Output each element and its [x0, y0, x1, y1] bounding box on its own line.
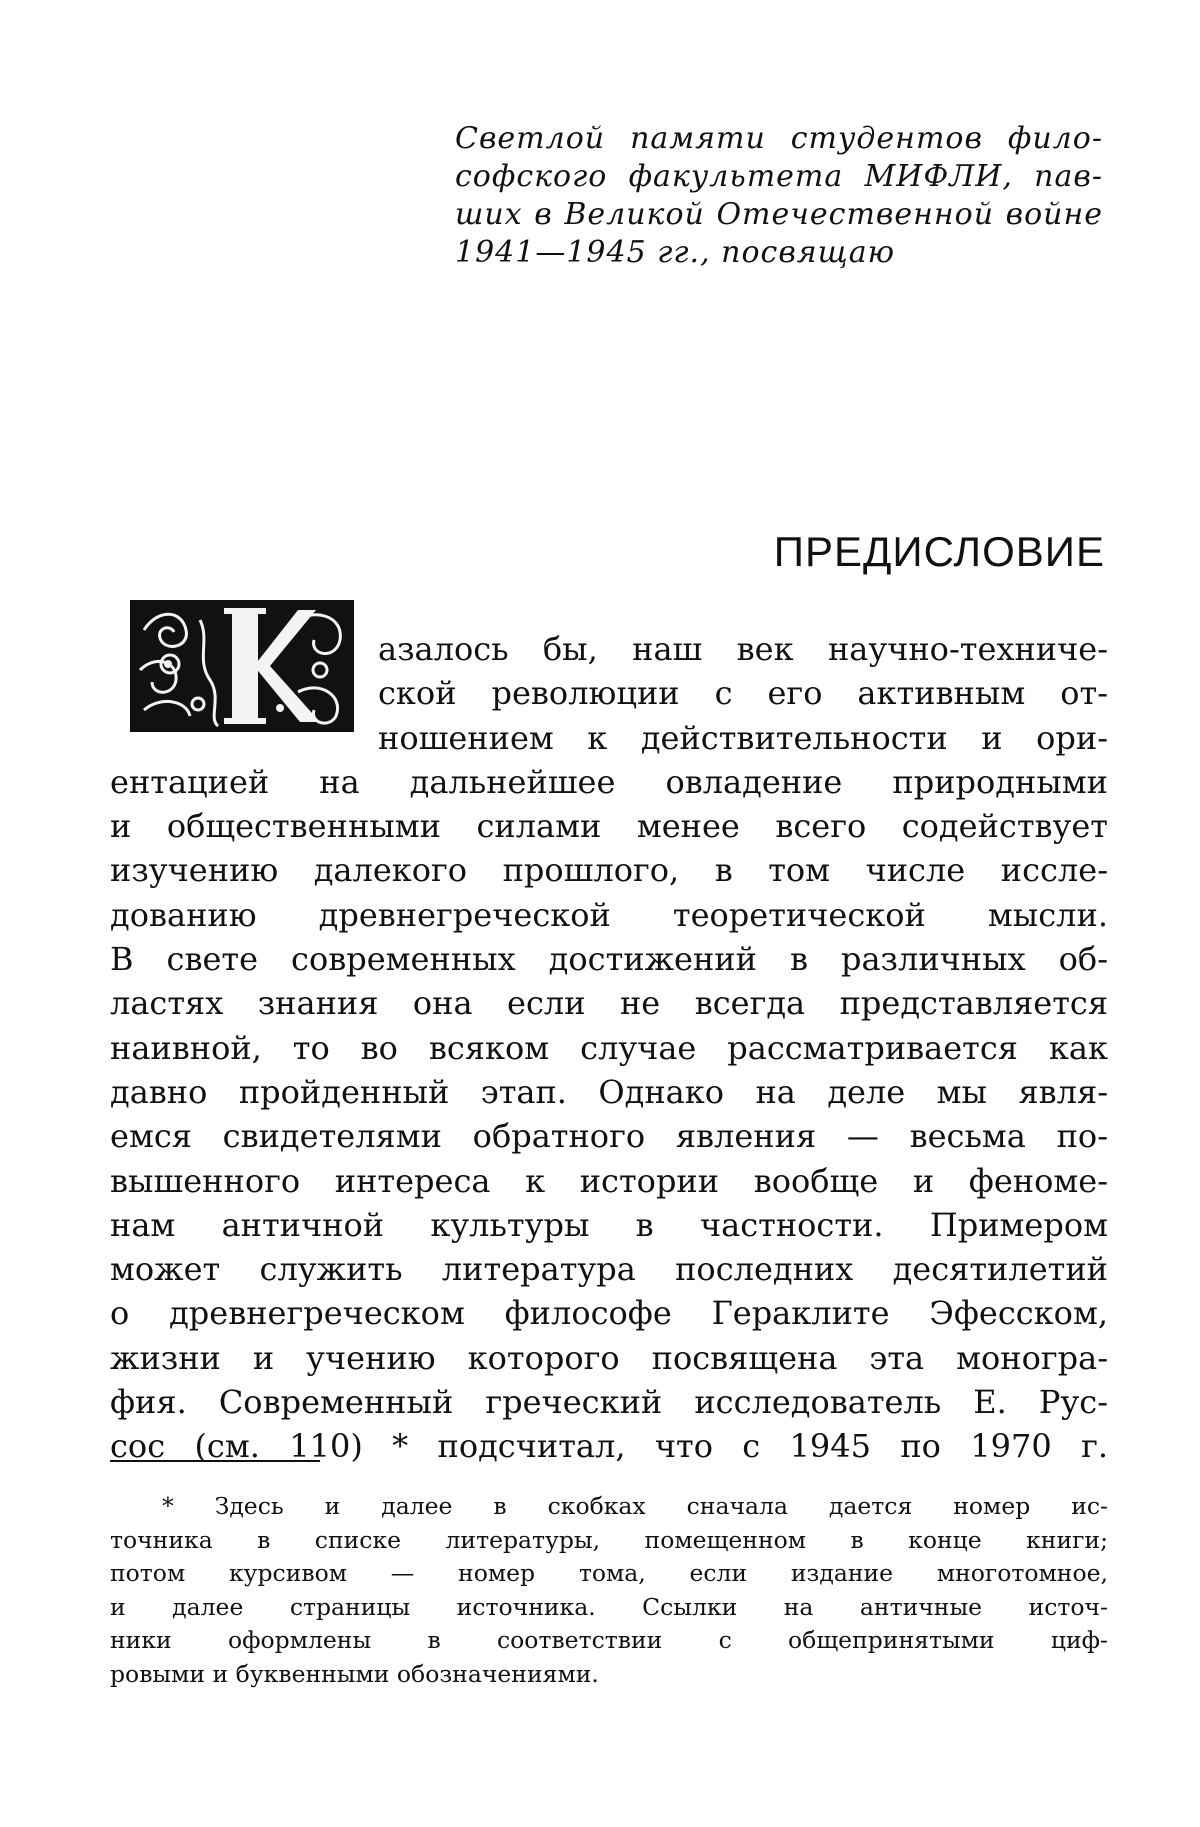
text-line: наивной, то во всяком случае рассматривается как — [110, 1028, 1108, 1067]
dedication-line: ших в Великой Отечественной войне — [455, 197, 1103, 232]
footnote — [110, 1490, 1108, 1691]
text-line: давно пройденный этап. Однако на деле мы явля- — [110, 1072, 1108, 1111]
text-line: о древнегреческом философе Гераклите Эфесском, — [110, 1294, 1108, 1333]
footnote-line: ровыми и буквенными обозначениями. — [110, 1659, 599, 1688]
text-line: азалось бы, наш век научно-техниче- — [378, 630, 1108, 668]
text-line: дованию древнегреческой теоретической мысли. — [110, 895, 1108, 934]
footnote-rule — [110, 1460, 320, 1462]
text-line: изучению далекого прошлого, в том числе иссле- — [110, 851, 1108, 890]
text-line: и общественными силами менее всего содействует — [110, 807, 1108, 846]
section-heading: ПРЕДИСЛОВИЕ — [773, 528, 1105, 575]
dedication-line: 1941—1945 гг., посвящаю — [455, 235, 895, 270]
footnote-line: потом курсивом — номер тома, если издание многотомное, — [110, 1559, 1108, 1587]
dedication — [455, 120, 1103, 272]
text-line: ластях знания она если не всегда представляется — [110, 984, 1108, 1023]
footnote-line: * Здесь и далее в скобках сначала дается номер ис- — [162, 1492, 1108, 1520]
text-line: фия. Современный греческий исследователь Е. Рус- — [110, 1383, 1108, 1422]
dedication-line: софского факультета МИФЛИ, пав- — [455, 159, 1103, 194]
text-line: жизни и учению которого посвящена эта моногра- — [110, 1338, 1108, 1377]
text-line: вышенного интереса к истории вообще и феноме- — [110, 1161, 1108, 1200]
text-line: ношением к действительности и ори- — [378, 718, 1108, 757]
text-line: нам античной культуры в частности. Примером — [110, 1205, 1108, 1244]
text-line: сос (см. 110) * подсчитал, что с 1945 по 1970 г. — [110, 1427, 1108, 1466]
text-line: ской революции с его активным от- — [378, 674, 1108, 713]
text-line: может служить литература последних десятилетий — [110, 1250, 1108, 1289]
text-line: ентацией на дальнейшее овладение природными — [110, 762, 1108, 801]
body-text — [110, 627, 1108, 1469]
text-line: емся свидетелями обратного явления — весьма по- — [110, 1117, 1108, 1156]
footnote-line: ники оформлены в соответствии с общепринятыми циф- — [110, 1626, 1108, 1654]
dedication-line: Светлой памяти студентов фило- — [455, 121, 1103, 156]
footnote-line: точника в списке литературы, помещенном в конце книги; — [110, 1525, 1108, 1554]
text-line: В свете современных достижений в различных об- — [110, 940, 1108, 979]
footnote-line: и далее страницы источника. Ссылки на античные источ- — [110, 1592, 1108, 1621]
